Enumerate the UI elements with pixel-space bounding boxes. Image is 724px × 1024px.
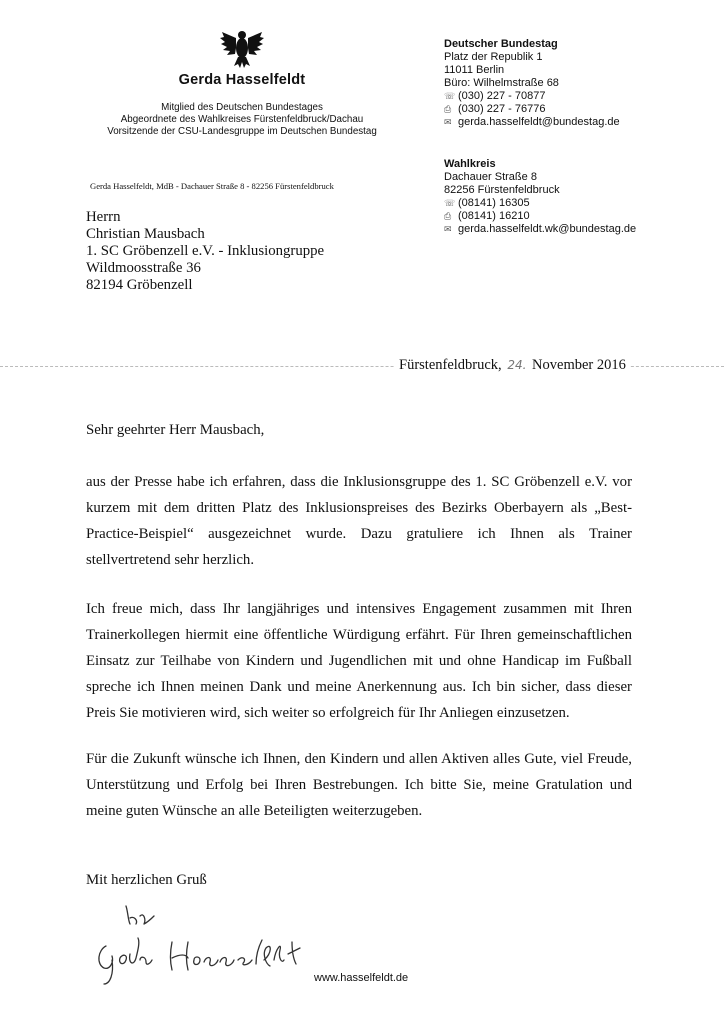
phone-icon: ☏	[444, 91, 456, 101]
sender-name: Gerda Hasselfeldt	[178, 72, 306, 88]
salutation: Sehr geehrter Herr Mausbach,	[86, 422, 265, 438]
return-address: Gerda Hasselfeldt, MdB - Dachauer Straße 8 - 82256 Fürstenfeldbruck	[90, 181, 334, 191]
bundestag-buero: Büro: Wilhelmstraße 68	[444, 77, 559, 89]
body-paragraph: Ich freue mich, dass Ihr langjähriges und intensives Engagement zusammen mit Ihren Trainerkollegen hiermit eine öffentliche Würdigung erfährt. Für Ihren gemeinschaftlichen Einsatz zur Teilhabe von Kindern und Jugendlichen mit und ohne Handicap im Fußball spreche ich Ihnen meinen Dank und meine Anerkennung aus. Ich bin sicher, dass dieser Preis Sie motivieren wird, sich weiter so erfolgreich für Ihr Anliegen einzusetzen.	[86, 601, 632, 721]
bundestag-street: Platz der Republik 1	[444, 51, 543, 63]
wahlkreis-contact-block	[444, 158, 636, 236]
wahlkreis-street: Dachauer Straße 8	[444, 171, 537, 183]
sender-role: Mitglied des Deutschen Bundestages	[161, 102, 323, 113]
bundestag-email-row	[444, 116, 620, 129]
recipient-line: 1. SC Gröbenzell e.V. - Inklusiongruppe	[86, 243, 325, 259]
bundestag-contact-block	[444, 38, 620, 129]
signature-icon	[88, 898, 328, 988]
recipient-line: Christian Mausbach	[86, 226, 205, 242]
date-day-handwritten: 24.	[507, 358, 527, 372]
body-paragraph: Für die Zukunft wünsche ich Ihnen, den Kindern und allen Aktiven alles Gute, viel Freude, Unterstützung und Erfolg bei Ihren Bestrebungen. Ich bitte Sie, meine Gratulation und meine guten Wünsche an alle Beteiligten weiterzugeben.	[86, 751, 632, 819]
date-line	[395, 357, 630, 374]
bundestag-city: 11011 Berlin	[444, 64, 505, 76]
date-month-year: November 2016	[532, 357, 626, 373]
recipient-line: Wildmoosstraße 36	[86, 260, 201, 276]
body-paragraph: aus der Presse habe ich erfahren, dass die Inklusionsgruppe des 1. SC Gröbenzell e.V. vor kurzem mit dem dritten Platz des Inklusionspreises des Bezirks Oberbayern als „Best-Practice-Beispiel“ ausgezeichnet wurde. Dazu gratuliere ich Ihnen als Trainer stellvertretend sehr herzlich.	[86, 474, 632, 568]
wahlkreis-email[interactable]: gerda.hasselfeldt.wk@bundestag.de	[458, 223, 637, 235]
envelope-icon: ✉	[444, 224, 452, 234]
recipient-line: 82194 Gröbenzell	[86, 277, 193, 293]
sender-role: Vorsitzende der CSU-Landesgruppe im Deutschen Bundestag	[107, 126, 377, 137]
bundestag-phone-row	[444, 90, 620, 103]
wahlkreis-fax: (08141) 16210	[458, 210, 530, 222]
date-place: Fürstenfeldbruck,	[399, 357, 502, 373]
fax-icon: ⎙	[444, 104, 452, 114]
sender-roles	[0, 102, 484, 138]
bundestag-email[interactable]: gerda.hasselfeldt@bundestag.de	[458, 116, 620, 128]
wahlkreis-fax-row	[444, 210, 636, 223]
website-link[interactable]: www.hasselfeldt.de	[314, 972, 409, 984]
sender-role: Abgeordnete des Wahlkreises Fürstenfeldbruck/Dachau	[120, 114, 364, 125]
wahlkreis-heading: Wahlkreis	[444, 158, 496, 170]
closing: Mit herzlichen Gruß	[86, 872, 207, 888]
recipient-line: Herrn	[86, 209, 121, 225]
recipient-address	[86, 209, 324, 294]
bundestag-phone: (030) 227 - 70877	[458, 90, 546, 102]
wahlkreis-city: 82256 Fürstenfeldbruck	[444, 184, 560, 196]
bundestag-fax: (030) 227 - 76776	[458, 103, 546, 115]
wahlkreis-email-row	[444, 223, 636, 236]
bundestag-fax-row	[444, 103, 620, 116]
wahlkreis-phone: (08141) 16305	[458, 197, 530, 209]
envelope-icon: ✉	[444, 117, 452, 127]
wahlkreis-phone-row	[444, 197, 636, 210]
federal-eagle-icon	[218, 24, 266, 72]
phone-icon: ☏	[444, 198, 456, 208]
bundestag-heading: Deutscher Bundestag	[444, 38, 558, 50]
fax-icon: ⎙	[444, 211, 452, 221]
